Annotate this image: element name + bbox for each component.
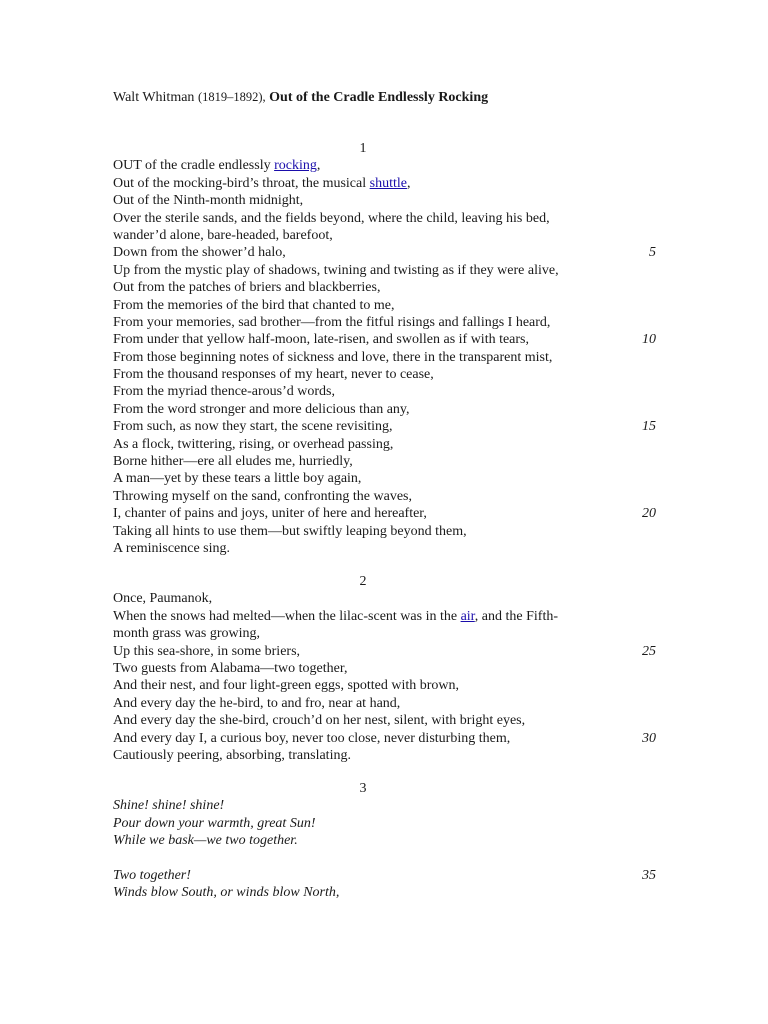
line-segment: Winds blow South, or winds blow North,	[113, 885, 340, 901]
line-number: 5	[649, 245, 656, 261]
poem-line	[113, 625, 673, 642]
line-text	[113, 419, 393, 434]
poem-line	[113, 643, 673, 660]
line-text	[113, 524, 467, 539]
poem-line	[113, 436, 673, 453]
line-segment: From those beginning notes of sickness and love, there in the transparent mist,	[113, 349, 553, 365]
poem-line	[113, 210, 673, 227]
line-text	[113, 489, 412, 504]
poem-line	[113, 175, 673, 192]
line-number: 10	[642, 332, 656, 348]
line-text	[113, 748, 351, 763]
line-segment: Cautiously peering, absorbing, translating.	[113, 747, 351, 763]
line-text	[113, 696, 400, 711]
line-text	[113, 591, 212, 606]
poem-title: Out of the Cradle Endlessly Rocking	[269, 90, 489, 105]
poem-line	[113, 383, 673, 400]
poem-line	[113, 505, 673, 522]
line-text	[113, 176, 410, 191]
line-text	[113, 315, 550, 330]
poem-line	[113, 366, 673, 383]
poem-line	[113, 747, 673, 764]
line-text	[113, 868, 191, 883]
line-segment: Down from the shower’d halo,	[113, 245, 286, 261]
line-text	[113, 298, 394, 313]
line-segment: , and the Fifth-	[474, 608, 559, 624]
line-text	[113, 798, 224, 813]
poem-line	[113, 279, 673, 296]
poem-heading	[113, 90, 488, 106]
line-text	[113, 713, 525, 728]
line-text	[113, 678, 459, 693]
line-text	[113, 263, 559, 278]
poem-line	[113, 730, 673, 747]
line-segment: Out of the Ninth-month midnight,	[113, 193, 304, 209]
line-segment: OUT of the cradle endlessly	[113, 158, 275, 174]
poem-line	[113, 832, 673, 849]
section-1	[113, 140, 673, 557]
line-segment: And every day the he-bird, to and fro, near at hand,	[113, 695, 401, 711]
line-segment: From the memories of the bird that chanted to me,	[113, 297, 395, 313]
line-segment: Two guests from Alabama—two together,	[113, 660, 348, 676]
poem-line	[113, 797, 673, 814]
line-segment: wander’d alone, bare-headed, barefoot,	[113, 227, 333, 243]
line-segment: As a flock, twittering, rising, or overhead passing,	[113, 436, 394, 452]
poem-line	[113, 453, 673, 470]
stanza-break	[113, 850, 673, 867]
line-segment: And every day I, a curious boy, never too close, never disturbing them,	[113, 730, 511, 746]
line-text	[113, 245, 286, 260]
poem-line	[113, 192, 673, 209]
line-segment: Borne hither—ere all eludes me, hurriedly,	[113, 454, 353, 470]
poem-line	[113, 331, 673, 348]
poem-line	[113, 815, 673, 832]
poem-line	[113, 262, 673, 279]
line-segment: From under that yellow half-moon, late-risen, and swollen as if with tears,	[113, 332, 530, 348]
poem-line	[113, 884, 673, 901]
section-number: 3	[359, 781, 367, 796]
line-text	[113, 833, 298, 848]
line-segment: From the myriad thence-arous’d words,	[113, 384, 335, 400]
section-number: 1	[359, 141, 367, 156]
line-text	[113, 211, 550, 226]
line-number: 20	[642, 506, 656, 522]
poem-line	[113, 867, 673, 884]
line-number: 30	[642, 730, 656, 746]
poem-line	[113, 677, 673, 694]
line-segment: Out from the patches of briers and blackberries,	[113, 280, 381, 296]
line-text	[113, 454, 353, 469]
line-segment: Up this sea-shore, in some briers,	[113, 643, 301, 659]
poem-line	[113, 695, 673, 712]
poem-line	[113, 590, 673, 607]
line-text	[113, 661, 347, 676]
line-segment: Up from the mystic play of shadows, twining and twisting as if they were alive,	[113, 262, 559, 278]
line-segment: Out of the mocking-bird’s throat, the musical	[113, 175, 370, 191]
section-3	[113, 780, 673, 902]
poem-line	[113, 401, 673, 418]
line-segment: From the word stronger and more delicious than any,	[113, 401, 410, 417]
poem-line	[113, 488, 673, 505]
poem-line	[113, 712, 673, 729]
line-text	[113, 506, 427, 521]
line-text	[113, 471, 361, 486]
poem-line	[113, 660, 673, 677]
poem-line	[113, 418, 673, 435]
line-segment: From the thousand responses of my heart, never to cease,	[113, 367, 434, 383]
line-text	[113, 280, 380, 295]
author-dates: (1819–1892),	[197, 90, 266, 104]
section-number: 2	[359, 574, 367, 589]
line-text	[113, 437, 393, 452]
line-text	[113, 350, 552, 365]
line-text	[113, 609, 558, 624]
line-text	[113, 541, 230, 556]
line-text	[113, 193, 303, 208]
line-segment: Once, Paumanok,	[113, 591, 213, 607]
line-text	[113, 402, 410, 417]
poem-line	[113, 470, 673, 487]
line-segment: A reminiscence sing.	[113, 540, 231, 556]
section-2	[113, 573, 673, 764]
line-segment: ,	[406, 175, 411, 191]
line-segment: ,	[316, 158, 321, 174]
line-segment: While we bask—we two together.	[113, 833, 298, 849]
section-lines	[113, 797, 673, 901]
poem-line	[113, 227, 673, 244]
poem-line	[113, 157, 673, 174]
line-text	[113, 367, 434, 382]
line-text	[113, 332, 529, 347]
line-text	[113, 731, 510, 746]
poem-line	[113, 297, 673, 314]
line-segment: Throwing myself on the sand, confronting the waves,	[113, 488, 412, 504]
line-segment: From your memories, sad brother—from the fitful risings and fallings I heard,	[113, 314, 551, 330]
line-text	[113, 158, 320, 173]
line-segment: Two together!	[113, 867, 191, 883]
poem-line	[113, 244, 673, 261]
poem-line	[113, 523, 673, 540]
line-segment: Taking all hints to use them—but swiftly leaping beyond them,	[113, 523, 467, 539]
line-segment: Shine! shine! shine!	[113, 798, 225, 814]
line-number: 25	[642, 643, 656, 659]
poem-line	[113, 608, 673, 625]
poem-line	[113, 540, 673, 557]
line-text	[113, 816, 315, 831]
line-segment: Pour down your warmth, great Sun!	[113, 815, 316, 831]
line-segment: When the snows had melted—when the lilac-scent was in the	[113, 608, 461, 624]
section-lines	[113, 590, 673, 764]
poem-line	[113, 349, 673, 366]
line-number: 15	[642, 419, 656, 435]
poem-line	[113, 314, 673, 331]
line-segment: Over the sterile sands, and the fields beyond, where the child, leaving his bed,	[113, 210, 550, 226]
line-text	[113, 644, 300, 659]
author-name: Walt Whitman	[113, 90, 195, 105]
line-segment: I, chanter of pains and joys, uniter of here and hereafter,	[113, 506, 427, 522]
line-segment: month grass was growing,	[113, 626, 260, 642]
line-number: 35	[642, 867, 656, 883]
line-segment: And every day the she-bird, crouch’d on her nest, silent, with bright eyes,	[113, 713, 526, 729]
word-link[interactable]: air	[460, 608, 475, 624]
line-text	[113, 228, 333, 243]
line-segment: From such, as now they start, the scene revisiting,	[113, 419, 393, 435]
line-text	[113, 626, 260, 641]
section-lines	[113, 157, 673, 557]
line-text	[113, 384, 335, 399]
word-link[interactable]: shuttle	[369, 175, 407, 191]
line-text	[113, 885, 339, 900]
line-segment: And their nest, and four light-green eggs, spotted with brown,	[113, 678, 460, 694]
word-link[interactable]: rocking	[274, 158, 317, 174]
line-segment: A man—yet by these tears a little boy again,	[113, 471, 362, 487]
